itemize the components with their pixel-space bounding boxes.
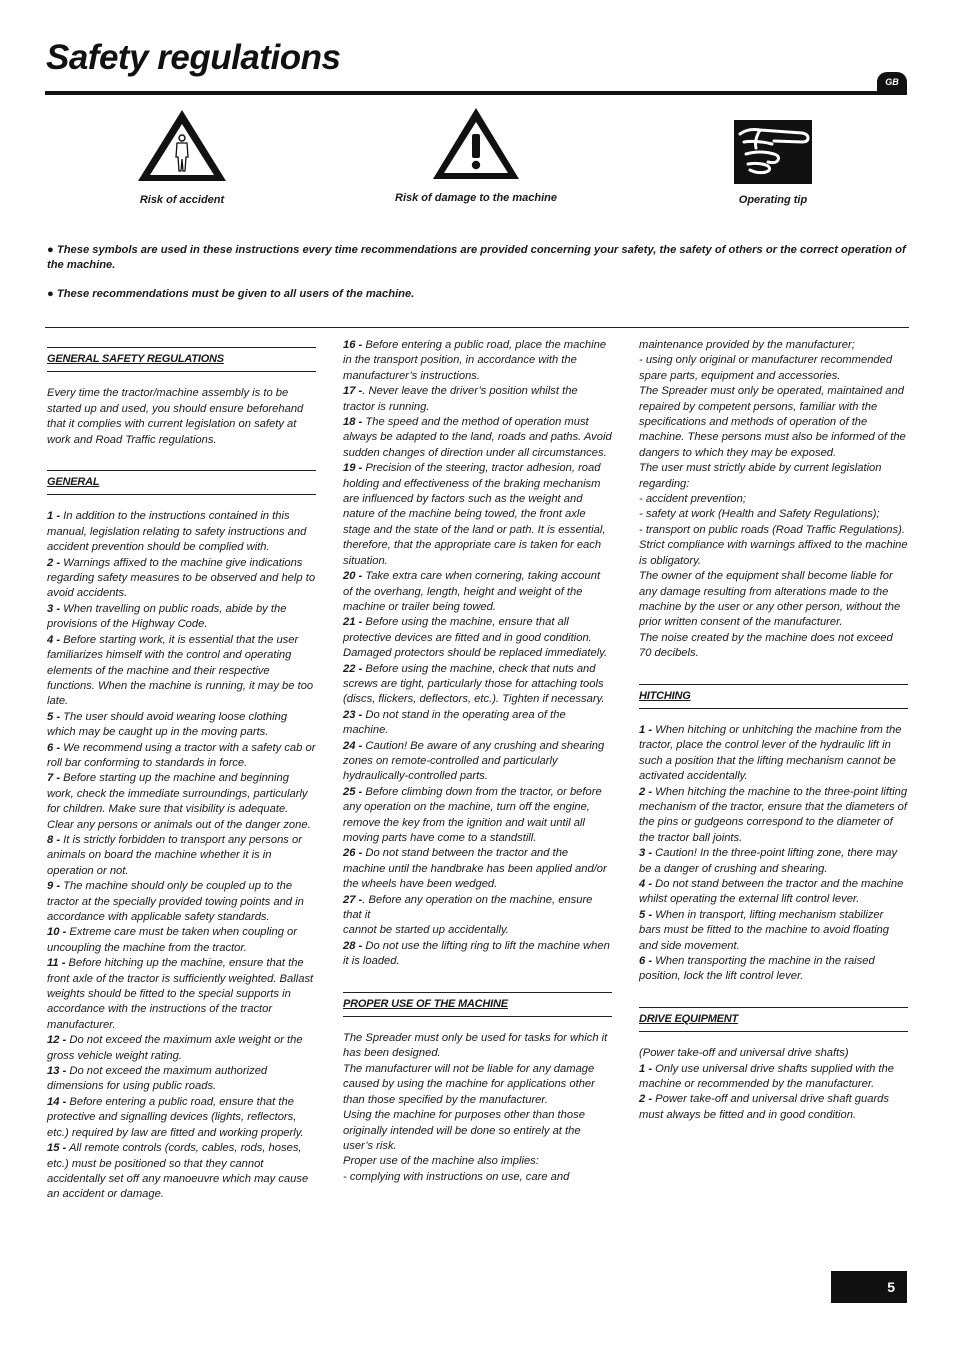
list-item [47, 879, 316, 925]
list-item [47, 1033, 316, 1064]
list-item [47, 741, 316, 772]
list-item [639, 1092, 908, 1123]
item-number: 27 - [343, 893, 363, 906]
symbol-damage-caption: Risk of damage to the machine [395, 192, 557, 204]
item-number: 25 - [343, 785, 363, 798]
item-number: 23 - [343, 708, 363, 721]
list-item [343, 923, 612, 938]
paragraph: - complying with instructions on use, care and [343, 1170, 570, 1183]
item-number: 22 - [343, 662, 363, 675]
column-3 [639, 338, 908, 1123]
item-number: 5 - [47, 710, 61, 723]
drive-equipment-intro: (Power take-off and universal drive shafts) [639, 1047, 849, 1060]
list-item [343, 846, 612, 892]
drive-equipment-items [639, 1062, 908, 1124]
general-items [47, 509, 316, 1202]
paragraph: Proper use of the machine also implies: [343, 1155, 539, 1168]
item-text: When hitching or unhitching the machine from the tractor, place the control lever of the hydraulic lift in such a position that the lifting mechanism cannot be activated accidentally. [639, 723, 902, 783]
item-text: When travelling on public roads, abide by the provisions of the Highway Code. [47, 602, 287, 631]
item-number: 7 - [47, 772, 61, 785]
paragraph: Strict compliance with warnings affixed to the machine is obligatory. [639, 539, 908, 567]
exclamation-warning-icon [431, 106, 521, 182]
paragraph: Using the machine for purposes other than those originally intended will be done so entirely at the user’s risk. [343, 1109, 585, 1152]
paragraph: - accident prevention; [639, 493, 746, 506]
item-number: 13 - [47, 1065, 67, 1078]
list-item [47, 925, 316, 956]
item-number: 18 - [343, 416, 363, 429]
item-number: 1 - [47, 510, 61, 523]
item-text: Before hitching up the machine, ensure that the front axle of the tractor is sufficiently weighted. Ballast weights should be fitted to the special supports in accordance with the instructions of the tractor manufacturer. [47, 957, 314, 1031]
item-number: 10 - [47, 926, 67, 939]
item-text: Warnings affixed to the machine give indications regarding safety measures to be observed and help to avoid accidents. [47, 556, 316, 600]
list-item [47, 556, 316, 602]
list-item [639, 1062, 908, 1093]
item-number: 2 - [639, 1093, 653, 1106]
item-number: 4 - [639, 878, 653, 890]
symbol-tip-caption: Operating tip [738, 194, 808, 206]
paragraph: - transport on public roads (Road Traffic Regulations). [639, 523, 905, 536]
list-item [343, 939, 612, 970]
general-items-continued [343, 338, 612, 970]
item-text: . Never leave the driver’s position whilst the tractor is running. [343, 385, 578, 413]
item-number: 3 - [639, 847, 653, 860]
item-text: Do not stand in the operating area of the machine. [343, 708, 566, 737]
paragraph: - using only original or manufacturer recommended spare parts, equipment and accessories. [639, 354, 893, 382]
column-1 [47, 347, 316, 1203]
item-number: 14 - [47, 1095, 67, 1108]
item-text: Before using the machine, check that nuts and screws are tight, particularly those for attaching tools (discs, flickers, deflectors, etc.). Tighten if necessary. [343, 662, 605, 706]
item-number: 5 - [639, 908, 653, 921]
paragraph: The Spreader must only be operated, maintained and repaired by competent persons, familiar with the specifications and methods of operation of the machine. These persons must also be informed of the dangers to which they may be exposed. [639, 385, 906, 459]
list-item [639, 954, 908, 985]
pointing-hand-icon [734, 120, 812, 184]
paragraph: The user must strictly abide by current legislation regarding: [639, 462, 882, 490]
item-text: Before climbing down from the tractor, or before any operation on the machine, turn off the engine, remove the key from the ignition and wait until all moving parts have come to a standstill. [343, 785, 602, 844]
item-number: 12 - [47, 1034, 67, 1047]
heading-general-safety: GENERAL SAFETY REGULATIONS [47, 347, 316, 372]
item-text: Do not stand between the tractor and the machine until the handbrake has been applied and/or the wheels have been wedged. [343, 847, 607, 891]
item-text: Do not exceed the maximum authorized dimensions for using public roads. [47, 1065, 268, 1093]
symbol-notes [47, 243, 907, 316]
item-text: Before entering a public road, place the machine in the transport position, in accordance with the manufacturer’s instructions. [343, 339, 607, 382]
list-item [47, 833, 316, 879]
item-text: . Before any operation on the machine, ensure that it [343, 893, 593, 922]
item-text: Take extra care when cornering, taking account of the overhang, length, height and weight of the machine or trailer being towed. [343, 570, 601, 613]
item-text: Power take-off and universal drive shaft guards must always be fitted and in good condition. [639, 1093, 889, 1121]
item-number: 3 - [47, 602, 61, 615]
hitching-items [639, 723, 908, 985]
list-item [47, 1141, 316, 1203]
item-text: The machine should only be coupled up to the tractor at the specially provided towing points and in accordance with applicable safety standards. [47, 880, 304, 923]
item-text: The user should avoid wearing loose clothing which may be caught up in the moving parts. [47, 710, 288, 739]
paragraph: The manufacturer will not be liable for any damage caused by using the machine for applications other than those specified by the manufacturer. [343, 1062, 595, 1106]
language-tab: GB [877, 72, 907, 92]
page-title: Safety regulations [46, 38, 341, 77]
list-item [639, 877, 908, 908]
item-text: We recommend using a tractor with a safety cab or roll bar conforming to standards in force. [47, 741, 316, 769]
list-item [47, 602, 316, 633]
paragraph: - safety at work (Health and Safety Regulations); [639, 508, 880, 521]
item-text: Caution! In the three-point lifting zone, there may be a danger of crushing and shearing. [639, 847, 898, 875]
heading-drive-equipment: DRIVE EQUIPMENT [639, 1007, 908, 1032]
item-text: Do not stand between the tractor and the machine whilst operating the external lift control lever. [639, 878, 904, 906]
item-number: 15 - [47, 1142, 67, 1155]
item-text: Do not exceed the maximum axle weight or the gross vehicle weight rating. [47, 1034, 303, 1062]
item-number: 6 - [639, 955, 653, 968]
section-separator [45, 327, 909, 328]
heading-proper-use: PROPER USE OF THE MACHINE [343, 992, 612, 1017]
list-item [343, 739, 612, 785]
symbol-accident-caption: Risk of accident [139, 194, 225, 206]
symbol-risk-of-damage [380, 106, 572, 204]
list-item [343, 615, 612, 661]
list-item [343, 338, 612, 384]
item-number: 1 - [639, 1062, 653, 1075]
item-text: In addition to the instructions contained in this manual, legislation relating to safety instructions and accident prevention should be complied with. [47, 510, 307, 554]
list-item [47, 1095, 316, 1141]
list-item [47, 1064, 316, 1095]
list-item [343, 415, 612, 461]
list-item [47, 509, 316, 555]
column-2 [343, 338, 612, 1185]
item-number: 9 - [47, 880, 61, 893]
item-number: 4 - [47, 633, 61, 646]
list-item [47, 710, 316, 741]
list-item [47, 633, 316, 710]
item-number: 28 - [343, 939, 363, 952]
list-item [343, 461, 612, 569]
item-number: 2 - [47, 556, 61, 569]
note-recommendations: ● These recommendations must be given to all users of the machine. [47, 288, 415, 300]
item-number: 20 - [343, 570, 363, 583]
page-number: 5 [831, 1271, 907, 1303]
item-text: The speed and the method of operation must always be adapted to the land, roads and paths. Avoid sudden changes of direction under all circumstances. [343, 416, 612, 459]
item-text: It is strictly forbidden to transport any persons or animals on board the machine whether it is in operation or not. [47, 833, 302, 877]
list-item [343, 662, 612, 708]
symbol-operating-tip [728, 120, 818, 206]
list-item [639, 908, 908, 954]
note-symbols-used: ● These symbols are used in these instructions every time recommendations are provided concerning your safety, the safety of others or the correct operation of the machine. [47, 244, 906, 271]
list-item [639, 723, 908, 785]
item-number: 6 - [47, 741, 61, 754]
item-text: Only use universal drive shafts supplied with the machine or recommended by the manufacturer. [639, 1062, 894, 1091]
paragraph: The owner of the equipment shall become liable for any damage resulting from alterations made to the machine by the user or any other person, without the prior written consent of the manufacturer. [639, 570, 901, 629]
heading-hitching: HITCHING [639, 684, 908, 709]
item-text: Before using the machine, ensure that all protective devices are fitted and in good condition. Damaged protectors should be replaced immediately. [343, 616, 608, 660]
item-number: 17 - [343, 385, 363, 398]
item-number: 11 - [47, 957, 66, 970]
item-number: 8 - [47, 833, 61, 846]
list-item [343, 708, 612, 739]
list-item [47, 956, 316, 1033]
heading-general: GENERAL [47, 470, 316, 495]
item-text: When in transport, lifting mechanism stabilizer bars must be fitted to the machine to avoid floating and side movement. [639, 908, 889, 952]
item-text: Extreme care must be taken when coupling or uncoupling the machine from the tractor. [47, 926, 297, 954]
proper-use-text [343, 1031, 612, 1185]
item-number: 26 - [343, 847, 363, 860]
symbol-risk-of-accident [124, 108, 240, 206]
item-text: Caution! Be aware of any crushing and shearing zones on remote-controlled and particularly hydraulically-controlled parts. [343, 739, 605, 783]
item-text: Do not use the lifting ring to lift the machine when it is loaded. [343, 939, 610, 968]
list-item [343, 893, 612, 924]
item-text: Before entering a public road, ensure that the protective and signalling devices (lights, reflectors, etc.) required by law are fitted and working properly. [47, 1095, 304, 1139]
list-item [343, 785, 612, 847]
item-text: Precision of the steering, tractor adhesion, road holding and effectiveness of the braking mechanism are influenced by factors such as the weight and nature of the machine being towed, the front axle stage and the state of the land or path. It is essential, therefore, that the appropriate care is taken for each situation. [343, 462, 606, 567]
proper-use-continued [639, 338, 908, 662]
item-text: When transporting the machine in the raised position, lock the lift control lever. [639, 955, 875, 983]
item-text: Before starting work, it is essential that the user familiarizes himself with the control and operating elements of the machine and their respective functions. When the machine is running, it may be too late. [47, 633, 314, 708]
paragraph: The Spreader must only be used for tasks for which it has been designed. [343, 1032, 608, 1060]
general-safety-intro: Every time the tractor/machine assembly is to be started up and used, you should ensure beforehand that it complies with current legislation on safety at work and Road Traffic regulations. [47, 387, 304, 446]
list-item [343, 569, 612, 615]
person-warning-icon [136, 108, 228, 184]
paragraph: maintenance provided by the manufacturer; [639, 339, 855, 351]
paragraph: The noise created by the machine does not exceed 70 decibels. [639, 631, 893, 660]
item-number: 19 - [343, 462, 363, 475]
item-text: All remote controls (cords, cables, rods, hoses, etc.) must be positioned so that they cannot accidentally set off any manoeuvre which may cause an accident or damage. [47, 1142, 309, 1201]
item-number: 24 - [343, 739, 363, 752]
item-number: 16 - [343, 339, 363, 351]
item-number: 2 - [639, 785, 653, 798]
list-item [639, 785, 908, 847]
item-text: cannot be started up accidentally. [343, 924, 509, 937]
item-number: 1 - [639, 723, 653, 736]
list-item [47, 771, 316, 833]
item-text: Before starting up the machine and beginning work, check the immediate surroundings, particularly for children. Make sure that visibility is adequate. Clear any persons or animals out of the danger zone. [47, 772, 311, 831]
list-item [639, 846, 908, 877]
list-item [343, 384, 612, 415]
item-text: When hitching the machine to the three-point lifting mechanism of the tractor, ensure that the diameters of the pins or gudgeons correspond to the diameter of the tractor ball joints. [639, 785, 908, 844]
item-number: 21 - [343, 616, 363, 629]
title-rule [45, 91, 907, 95]
